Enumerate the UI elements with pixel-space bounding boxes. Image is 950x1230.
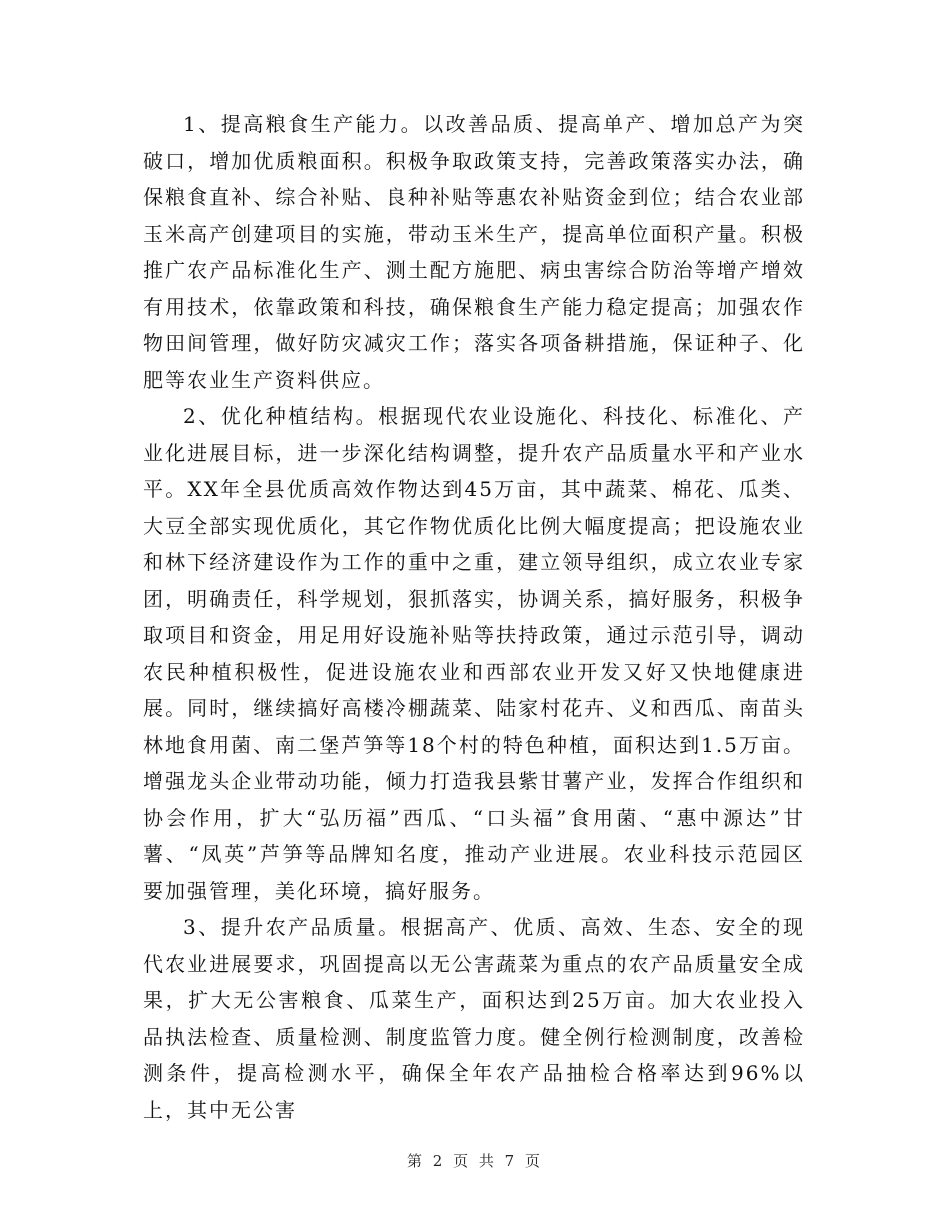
page-number-footer: 第 2 页 共 7 页 bbox=[407, 1152, 543, 1170]
paragraph-planting-structure: 2、优化种植结构。根据现代农业设施化、科技化、标准化、产业化进展目标，进一步深化结构调整，提升农产品质量水平和产业水平。XX年全县优质高效作物达到45万亩，其中蔬菜、棉花、瓜类、大豆全部实现优质化，其它作物优质化比例大幅度提高；把设施农业和林下经济建设作为工作的重中之重，建立领导组织，成立农业专家团，明确责任，科学规划，狠抓落实，协调关系，搞好服务，积极争取项目和资金，用足用好设施补贴等扶持政策，通过示范引导，调动农民种植积极性，促进设施农业和西部农业开发又好又快地健康进展。同时，继续搞好高楼冷棚蔬菜、陆家村花卉、义和西瓜、南苗头林地食用菌、南二堡芦笋等18个村的特色种植，面积达到1.5万亩。增强龙头企业带动功能，倾力打造我县紫甘薯产业，发挥合作组织和协会作用，扩大“弘历福”西瓜、“口头福”食用菌、“惠中源达”甘薯、“凤英”芦笋等品牌知名度，推动产业进展。农业科技示范园区要加强管理，美化环境，搞好服务。 bbox=[143, 404, 805, 903]
paragraph-product-quality: 3、提升农产品质量。根据高产、优质、高效、生态、安全的现代农业进展要求，巩固提高以无公害蔬菜为重点的农产品质量安全成果，扩大无公害粮食、瓜菜生产，面积达到25万亩。加大农业投入品执法检查、质量检测、制度监管力度。健全例行检测制度，改善检测条件，提高检测水平，确保全年农产品抽检合格率达到96%以上，其中无公害 bbox=[143, 915, 805, 1122]
paragraph-grain-production: 1、提高粮食生产能力。以改善品质、提高单产、增加总产为突破口，增加优质粮面积。积极争取政策支持，完善政策落实办法，确保粮食直补、综合补贴、良种补贴等惠农补贴资金到位；结合农业部玉米高产创建项目的实施，带动玉米生产，提高单位面积产量。积极推广农产品标准化生产、测土配方施肥、病虫害综合防治等增产增效有用技术，依靠政策和科技，确保粮食生产能力稳定提高；加强农作物田间管理，做好防灾减灾工作；落实各项备耕措施，保证种子、化肥等农业生产资料供应。 bbox=[143, 112, 805, 392]
document-body bbox=[143, 106, 805, 1128]
